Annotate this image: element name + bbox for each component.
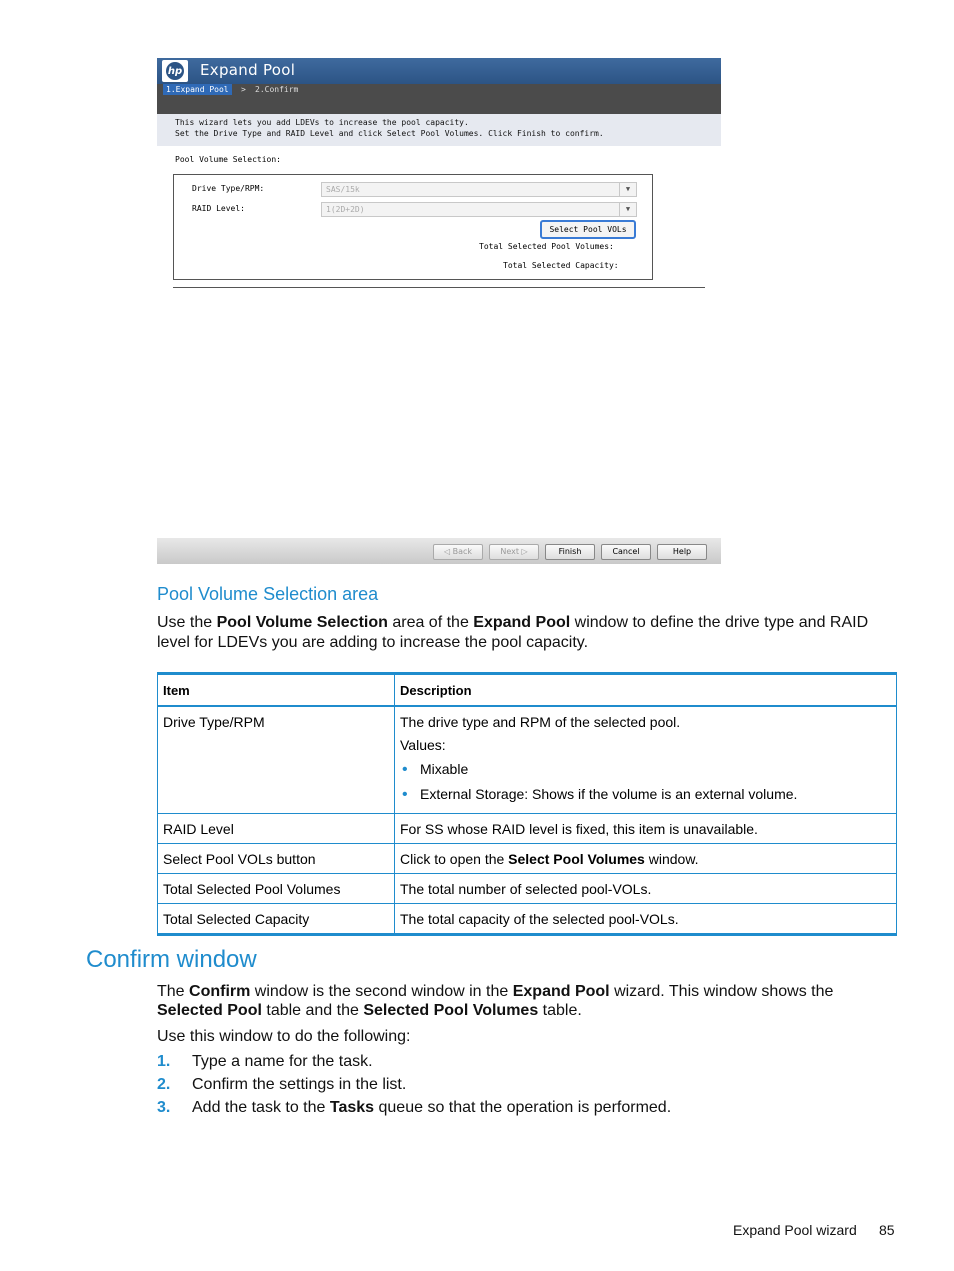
intro-text-2: area of the: [387, 614, 474, 631]
step-expand-pool[interactable]: 1.Expand Pool: [163, 84, 232, 95]
confirm-instructions: Use this window to do the following:: [157, 1028, 411, 1045]
step-separator: >: [241, 85, 246, 94]
pool-volume-selection-table: [157, 672, 897, 936]
chevron-down-icon: ▼: [619, 203, 636, 216]
table-row: [158, 814, 897, 844]
wizard-button-bar: [157, 538, 721, 564]
finish-button[interactable]: Finish: [545, 544, 595, 560]
cell-description: [395, 844, 897, 874]
p-text: table and the: [261, 1002, 364, 1019]
table-row: [158, 844, 897, 874]
step-bold: Tasks: [329, 1099, 375, 1116]
expand-pool-screenshot: [157, 58, 721, 564]
p-text: wizard. This window shows the: [609, 983, 834, 1000]
table-header-row: [158, 674, 897, 707]
cell-description: For SS whose RAID level is fixed, this item is unavailable.: [395, 814, 897, 844]
hp-logo-text: hp: [166, 62, 184, 80]
list-item: • External Storage: Shows if the volume is an external volume.: [400, 782, 891, 807]
list-item: [157, 1073, 671, 1096]
total-selected-pool-volumes-label: Total Selected Pool Volumes:: [479, 242, 614, 251]
step-text: Confirm the settings in the list.: [192, 1076, 407, 1093]
page-number: 85: [879, 1222, 895, 1238]
values-list: [400, 757, 891, 807]
p-text: The: [157, 983, 190, 1000]
p-text: window is the second window in the: [250, 983, 513, 1000]
list-item: [157, 1096, 671, 1119]
instruction-line-1: This wizard lets you add LDEVs to increase the pool capacity.: [175, 118, 469, 127]
confirm-steps-list: [157, 1050, 671, 1119]
cell-item: Total Selected Pool Volumes: [158, 874, 395, 904]
raid-level-label: RAID Level:: [192, 204, 245, 213]
confirm-window-heading: Confirm window: [86, 946, 257, 973]
wizard-step-bar: [157, 84, 721, 114]
raid-level-select[interactable]: [321, 202, 637, 217]
pool-volume-selection-box: [173, 174, 653, 280]
p-bold: Confirm: [189, 983, 251, 1000]
desc-line: The drive type and RPM of the selected pool.: [400, 714, 681, 730]
header-description: Description: [395, 674, 897, 707]
intro-bold-1: Pool Volume Selection: [216, 614, 388, 631]
back-button[interactable]: ◁ Back: [433, 544, 483, 560]
p-text: table.: [538, 1002, 582, 1019]
cancel-button[interactable]: Cancel: [601, 544, 651, 560]
window-title: Expand Pool: [200, 61, 296, 79]
confirm-paragraph: [157, 982, 897, 1020]
cell-item: Total Selected Capacity: [158, 904, 395, 935]
drive-type-select[interactable]: [321, 182, 637, 197]
intro-bold-2: Expand Pool: [473, 614, 571, 631]
header-item: Item: [158, 674, 395, 707]
help-button[interactable]: Help: [657, 544, 707, 560]
step-number: 1.: [157, 1053, 171, 1070]
section-heading: Pool Volume Selection area: [157, 584, 379, 604]
cell-description: The total number of selected pool-VOLs.: [395, 874, 897, 904]
footer-title: Expand Pool wizard: [733, 1222, 857, 1238]
wizard-instructions: [157, 114, 721, 146]
instruction-line-2: Set the Drive Type and RAID Level and click Select Pool Volumes. Click Finish to confirm.: [175, 129, 604, 138]
section-intro: [157, 613, 902, 653]
step-text: queue so that the operation is performed.: [374, 1099, 672, 1116]
step-text: Type a name for the task.: [192, 1053, 373, 1070]
cell-description: The total capacity of the selected pool-VOLs.: [395, 904, 897, 935]
cell-item: RAID Level: [158, 814, 395, 844]
intro-text-1: Use the: [157, 614, 217, 631]
step-confirm[interactable]: 2.Confirm: [255, 85, 299, 94]
list-item: [157, 1050, 671, 1073]
intro-text-3: window to define the drive type and RAID level for LDEVs you are adding to increase the pool capacity.: [157, 614, 869, 651]
desc-text: Click to open the: [400, 851, 509, 867]
window-title-bar: [157, 58, 721, 84]
desc-line: Values:: [400, 737, 446, 753]
p-bold: Selected Pool: [157, 1002, 262, 1019]
table-row: [158, 904, 897, 935]
desc-bold: Select Pool Volumes: [508, 851, 645, 867]
p-bold: Expand Pool: [512, 983, 610, 1000]
drive-type-value: SAS/15k: [326, 185, 360, 194]
step-text: Add the task to the: [192, 1099, 330, 1116]
cell-item: Drive Type/RPM: [158, 706, 395, 814]
table-row: [158, 874, 897, 904]
table-row: [158, 706, 897, 814]
select-pool-vols-button[interactable]: Select Pool VOLs: [540, 220, 636, 239]
cell-description: [395, 706, 897, 814]
chevron-down-icon: ▼: [619, 183, 636, 196]
cell-item: Select Pool VOLs button: [158, 844, 395, 874]
step-number: 3.: [157, 1099, 171, 1116]
p-bold: Selected Pool Volumes: [363, 1002, 539, 1019]
step-number: 2.: [157, 1076, 171, 1093]
next-button[interactable]: Next ▷: [489, 544, 539, 560]
drive-type-label: Drive Type/RPM:: [192, 184, 265, 193]
list-item: • Mixable: [400, 757, 891, 782]
hp-logo: [162, 60, 188, 82]
raid-level-value: 1(2D+2D): [326, 205, 365, 214]
total-selected-capacity-label: Total Selected Capacity:: [503, 261, 619, 270]
divider: [173, 287, 705, 288]
pool-volume-selection-label: Pool Volume Selection:: [175, 155, 281, 164]
desc-text: window.: [644, 851, 699, 867]
